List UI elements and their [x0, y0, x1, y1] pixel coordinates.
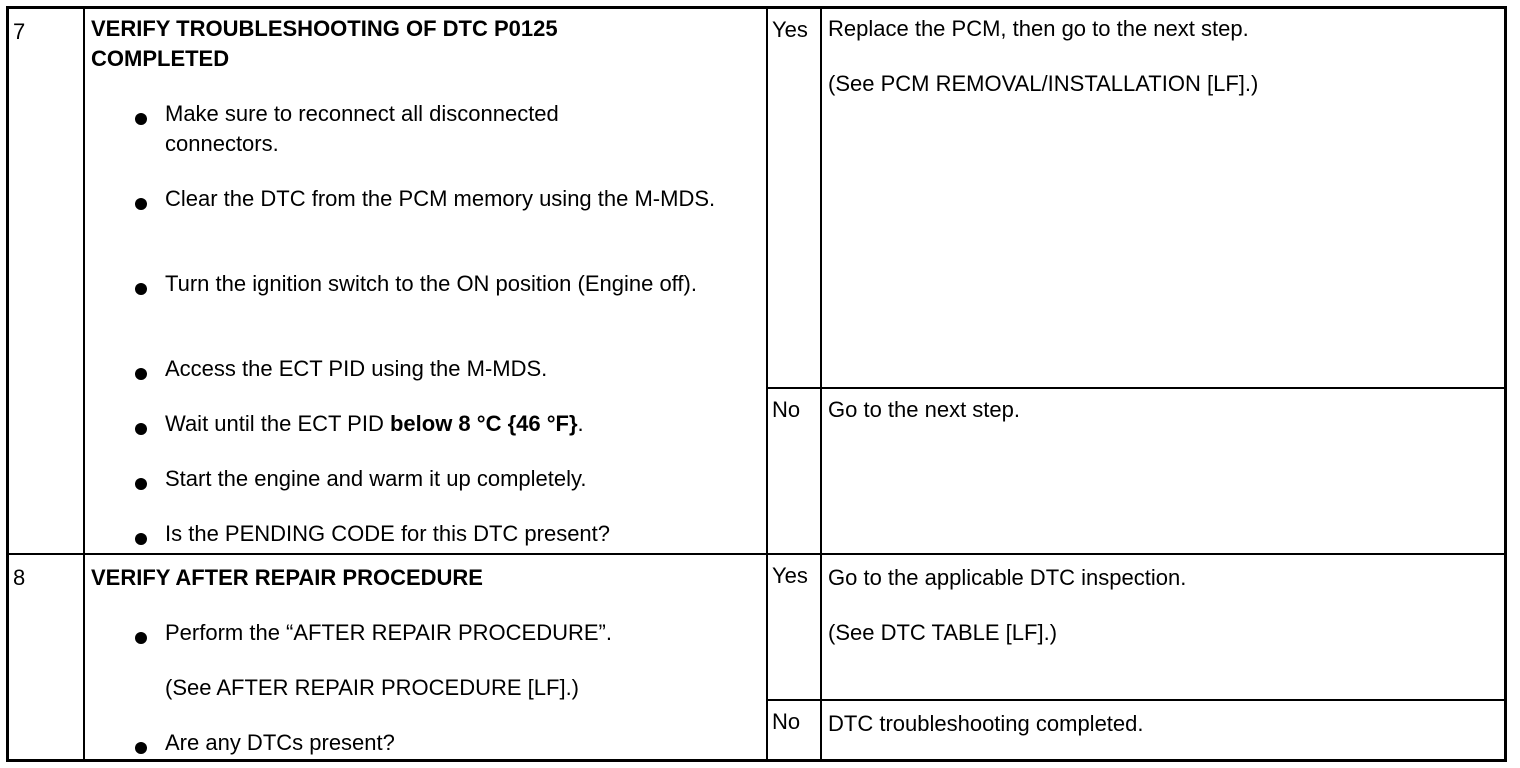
bullet-text: Are any DTCs present?: [165, 730, 395, 755]
no-label: No: [772, 709, 801, 734]
bullet-text: Perform the “AFTER REPAIR PROCEDURE”.: [165, 620, 612, 645]
step-heading: VERIFY AFTER REPAIR PROCEDURE: [91, 565, 483, 590]
bullet-text: Turn the ignition switch to the ON position (Engine off).: [165, 271, 697, 296]
yes-action-cell: [822, 555, 1504, 701]
no-label-cell: [768, 389, 822, 555]
step-number: 8: [13, 565, 26, 590]
no-action-cell: [822, 701, 1504, 759]
step-heading: [91, 14, 558, 74]
step-number: 7: [13, 19, 26, 44]
no-label: No: [772, 397, 801, 422]
yes-label: Yes: [772, 17, 808, 42]
step-heading-line1: VERIFY TROUBLESHOOTING OF DTC P0125: [91, 16, 558, 41]
yes-label-cell: [768, 9, 822, 389]
bullet-text-ect-condition: [165, 409, 745, 439]
inspection-cell: [85, 555, 768, 759]
step-number-cell: [9, 555, 85, 759]
bullet-text-bold: below 8 °C {46 °F}: [389, 411, 578, 436]
yes-action-text: Replace the PCM, then go to the next step.: [828, 16, 1249, 41]
yes-label-cell: [768, 555, 822, 701]
no-action-cell: [822, 389, 1504, 555]
bullet-text: Start the engine and warm it up completely.: [165, 466, 587, 491]
no-label-cell: [768, 701, 822, 759]
bullet-text: Clear the DTC from the PCM memory using the M-MDS.: [165, 186, 716, 211]
no-action-text: DTC troubleshooting completed.: [828, 711, 1144, 736]
troubleshooting-table: [6, 6, 1507, 762]
table-row-step-7: [9, 9, 1504, 555]
table-row-step-8: [9, 555, 1504, 759]
yes-action-cell: [822, 9, 1504, 389]
bullet-text-prefix: Wait until the ECT PID: [165, 411, 390, 436]
yes-action-text: Go to the applicable DTC inspection.: [828, 565, 1187, 590]
bullet-text: Is the PENDING CODE for this DTC present?: [165, 521, 611, 546]
bullet-text-suffix: .: [577, 411, 584, 436]
yes-reference-text: (See PCM REMOVAL/INSTALLATION [LF].): [828, 71, 1259, 96]
yes-label: Yes: [772, 563, 808, 588]
step-number-cell: [9, 9, 85, 553]
inspection-cell: [85, 9, 768, 553]
bullet-text: Access the ECT PID using the M-MDS.: [165, 356, 548, 381]
step-heading-line2: COMPLETED: [91, 46, 230, 71]
no-action-text: Go to the next step.: [828, 397, 1021, 422]
bullet-text: Make sure to reconnect all disconnected connectors.: [165, 101, 559, 156]
yes-reference-text: (See DTC TABLE [LF].): [828, 620, 1058, 645]
bullet-reference-text: (See AFTER REPAIR PROCEDURE [LF].): [165, 675, 580, 700]
